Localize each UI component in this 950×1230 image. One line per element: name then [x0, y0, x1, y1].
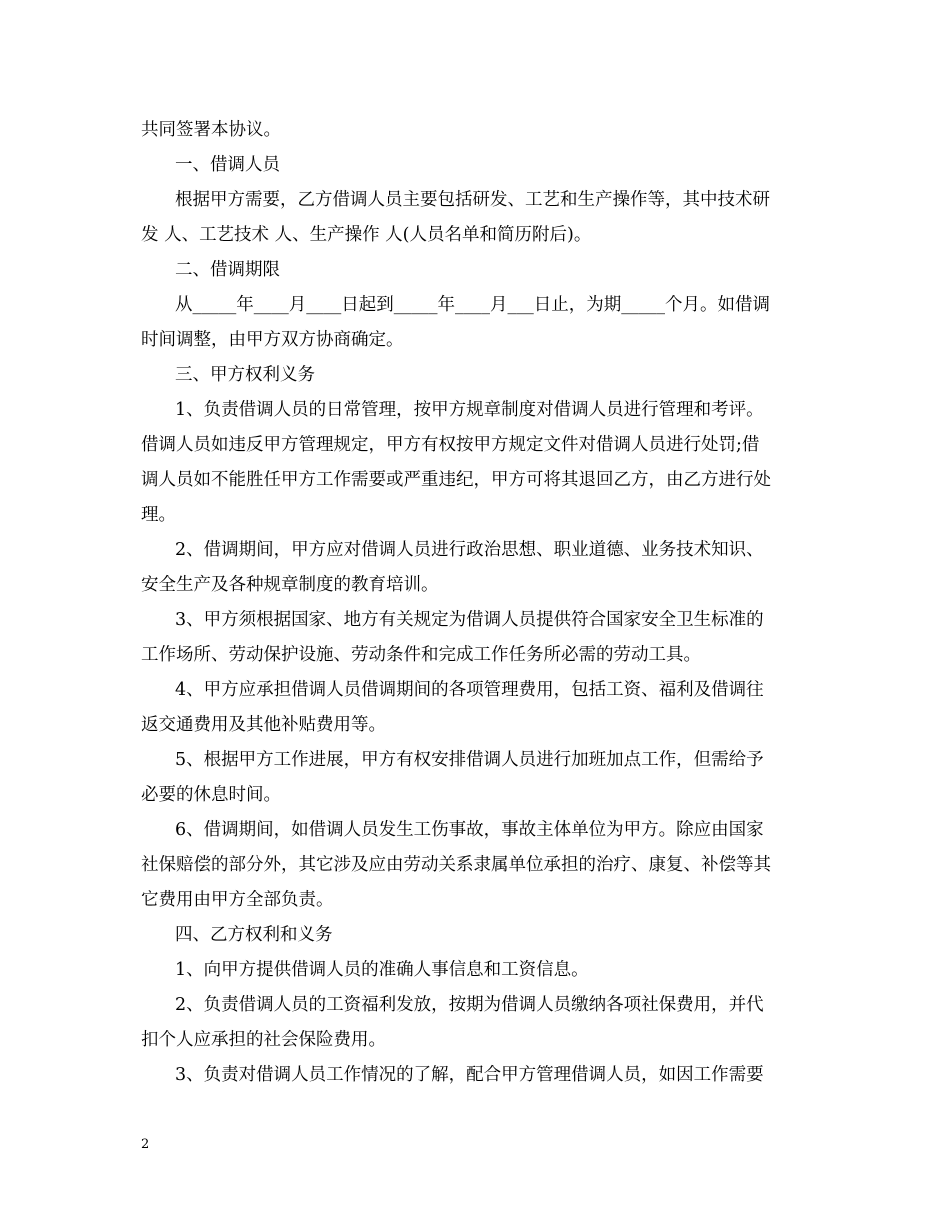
text-line: 安全生产及各种规章制度的教育培训。 [141, 575, 439, 595]
text-line: 从_____年____月____日起到_____年____月___日止，为期_____个月。如借调 [175, 295, 770, 315]
text-line: 3、甲方须根据国家、地方有关规定为借调人员提供符合国家安全卫生标准的 [175, 610, 764, 630]
section-heading: 四、乙方权利和义务 [175, 925, 333, 945]
text-line: 扣个人应承担的社会保险费用。 [141, 1030, 386, 1050]
text-line: 5、根据甲方工作进展，甲方有权安排借调人员进行加班加点工作，但需给予 [175, 750, 764, 770]
section-heading: 二、借调期限 [175, 260, 280, 280]
text-line: 3、负责对借调人员工作情况的了解，配合甲方管理借调人员，如因工作需要 [175, 1065, 764, 1085]
text-line: 发 人、工艺技术 人、生产操作 人(人员名单和简历附后)。 [141, 225, 592, 245]
text-line: 根据甲方需要，乙方借调人员主要包括研发、工艺和生产操作等，其中技术研 [175, 190, 770, 210]
text-line: 调人员如不能胜任甲方工作需要或严重违纪，甲方可将其退回乙方，由乙方进行处 [141, 470, 771, 490]
text-line: 借调人员如违反甲方管理规定，甲方有权按甲方规定文件对借调人员进行处罚;借 [141, 435, 760, 455]
text-line: 6、借调期间，如借调人员发生工伤事故，事故主体单位为甲方。除应由国家 [175, 820, 764, 840]
text-line: 共同签署本协议。 [141, 120, 281, 140]
page-number: 2 [141, 1137, 150, 1152]
text-line: 2、借调期间，甲方应对借调人员进行政治思想、职业道德、业务技术知识、 [175, 540, 764, 560]
text-line: 社保赔偿的部分外，其它涉及应由劳动关系隶属单位承担的治疗、康复、补偿等其 [141, 855, 771, 875]
text-line: 必要的休息时间。 [141, 785, 281, 805]
text-line: 它费用由甲方全部负责。 [141, 890, 334, 910]
text-line: 2、负责借调人员的工资福利发放，按期为借调人员缴纳各项社保费用，并代 [175, 995, 764, 1015]
text-line: 时间调整，由甲方双方协商确定。 [141, 330, 404, 350]
text-line: 工作场所、劳动保护设施、劳动条件和完成工作任务所必需的劳动工具。 [141, 645, 701, 665]
text-line: 4、甲方应承担借调人员借调期间的各项管理费用，包括工资、福利及借调往 [175, 680, 764, 700]
section-heading: 三、甲方权利义务 [175, 365, 315, 385]
section-heading: 一、借调人员 [175, 155, 280, 175]
text-line: 1、负责借调人员的日常管理，按甲方规章制度对借调人员进行管理和考评。 [175, 400, 764, 420]
text-line: 1、向甲方提供借调人员的准确人事信息和工资信息。 [175, 960, 589, 980]
document-body [141, 113, 813, 1093]
text-line: 返交通费用及其他补贴费用等。 [141, 715, 386, 735]
text-line: 理。 [141, 505, 176, 525]
